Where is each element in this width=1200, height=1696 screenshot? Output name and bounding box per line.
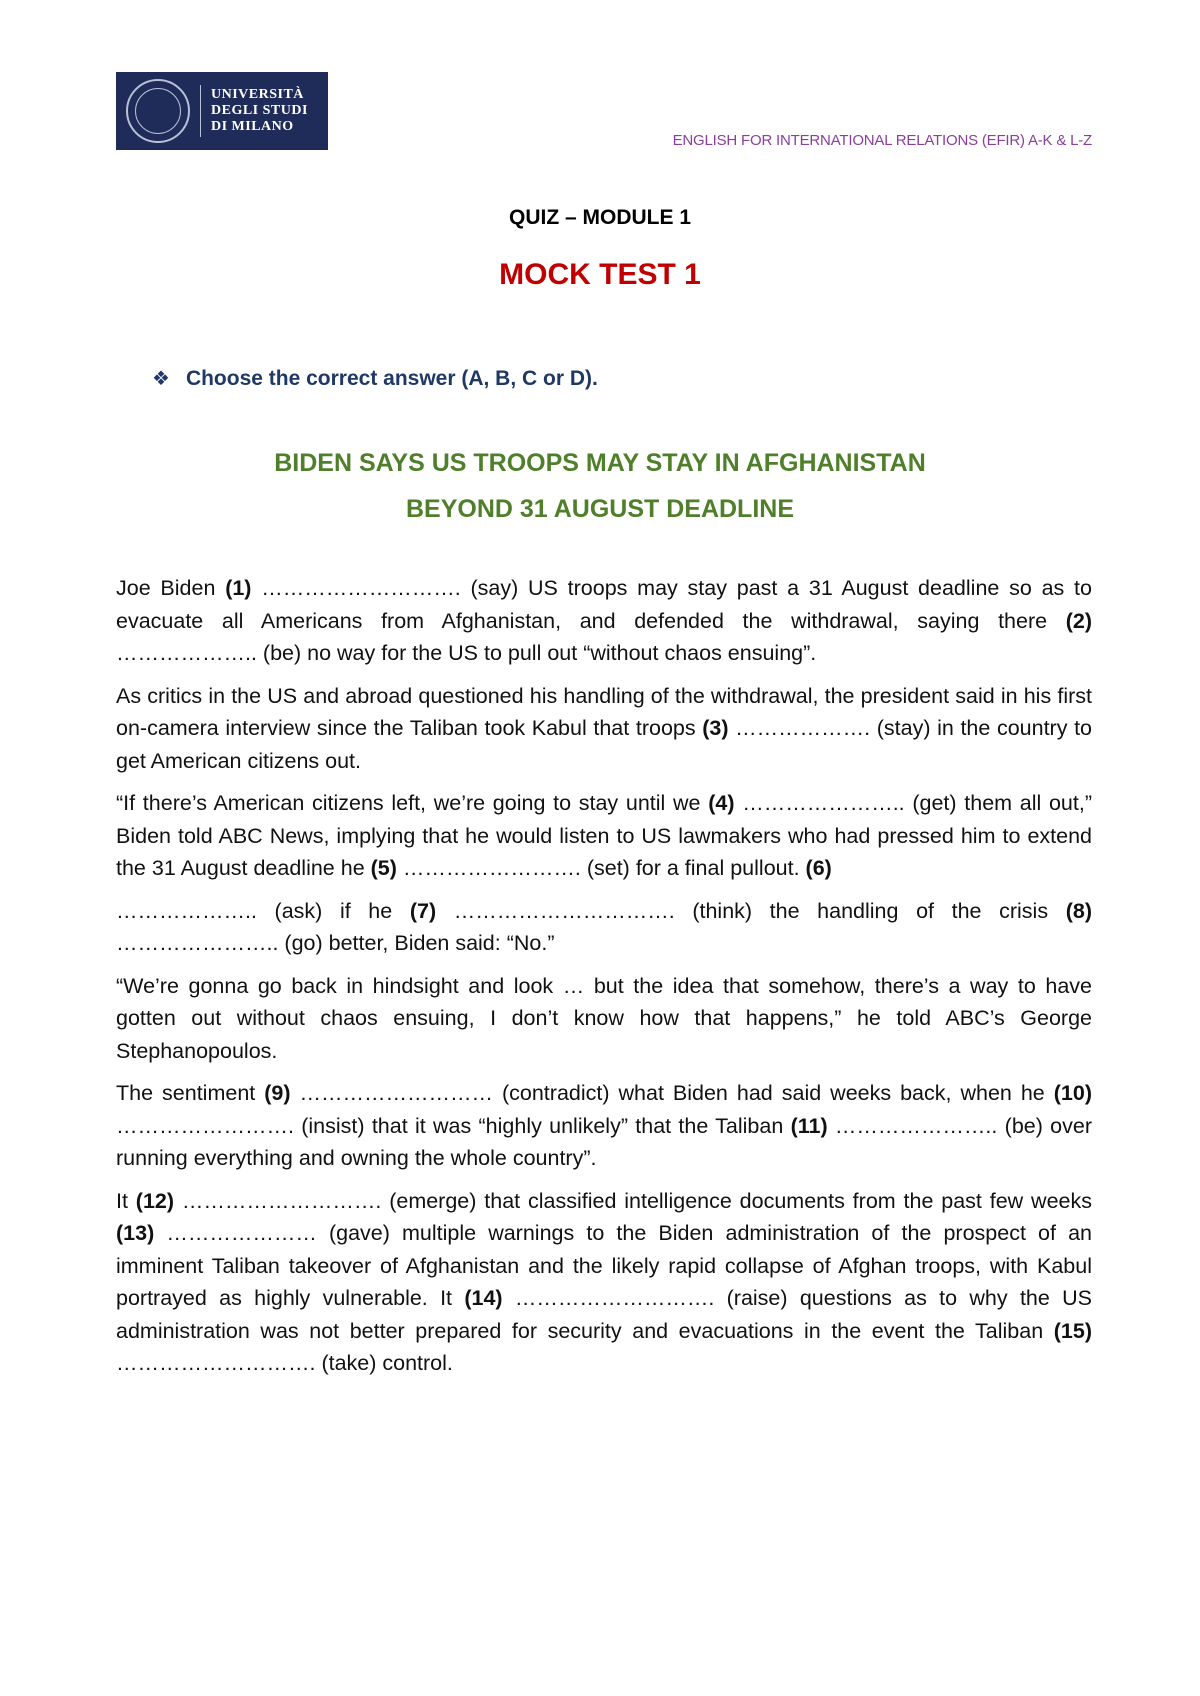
paragraph-text: ………………….. (be) over running everything and owning the whole country”. — [116, 1113, 1092, 1170]
article-paragraph — [116, 787, 1092, 885]
paragraph-text: ………………………. (emerge) that classified intelligence documents from the past few weeks — [174, 1188, 1092, 1213]
article-paragraph — [116, 895, 1092, 960]
article-paragraph — [116, 970, 1092, 1068]
mock-test-title: MOCK TEST 1 — [499, 258, 701, 291]
article-paragraph — [116, 572, 1092, 670]
university-logo — [116, 72, 328, 150]
paragraph-text: ………………. (stay) in the country to get American citizens out. — [116, 716, 1092, 773]
paragraph-text: As critics in the US and abroad questioned his handling of the withdrawal, the president said in his first on-camera interview since the Taliban took Kabul that troops — [116, 683, 1092, 740]
paragraph-text: ………………….. (go) better, Biden said: “No.” — [116, 931, 555, 955]
logo-line-1: UNIVERSITÀ — [211, 87, 304, 102]
paragraph-text: ………………………. (say) US troops may stay past a 31 August deadline so as to evacuate all Americans from Afghanistan, and defended the withdrawal, saying there — [116, 576, 1092, 633]
paragraph-text: Joe Biden — [116, 576, 226, 600]
paragraph-text: “We’re gonna go back in hindsight and look … but the idea that somehow, there’s a way to have gotten out without chaos ensuing, I don’t know how that happens,” he told ABC’s George Stephanopoulos. — [116, 973, 1092, 1063]
headline-line-1: BIDEN SAYS US TROOPS MAY STAY IN AFGHANISTAN — [274, 449, 926, 477]
quiz-label: QUIZ – MODULE 1 — [508, 206, 692, 229]
logo-divider — [200, 85, 201, 137]
paragraph-text: ………………….. (get) them all out,” Biden told ABC News, implying that he would listen to US lawmakers who had pressed him to extend the 31 August deadline he — [116, 791, 1092, 880]
blank-number: (1) — [225, 576, 252, 600]
paragraph-text: ……………………. (set) for a final pullout. — [396, 856, 806, 880]
paragraph-text: ……………………. (insist) that it was “highly unlikely” that the Taliban — [116, 1113, 791, 1138]
paragraph-text: ………………… (gave) multiple warnings to the Biden administration of the prospect of an imminent Taliban takeover of Afghanistan and the likely rapid collapse of Afghan troops, with Kabul portrayed as highly vulnerable. It — [116, 1221, 1092, 1310]
article-paragraph — [116, 680, 1092, 778]
blank-number: (9) — [264, 1081, 291, 1105]
blank-number: (11) — [790, 1113, 828, 1138]
article-paragraph — [116, 1077, 1092, 1175]
course-title: ENGLISH FOR INTERNATIONAL RELATIONS (EFIR) A-K & L-Z — [672, 132, 1092, 149]
article-headline — [0, 440, 1200, 532]
blank-number: (6) — [805, 856, 832, 880]
logo-line-2: DEGLI STUDI — [211, 103, 308, 118]
blank-number: (13) — [116, 1221, 155, 1245]
blank-number: (14) — [464, 1286, 503, 1310]
blank-number: (2) — [1065, 608, 1092, 633]
blank-number: (4) — [708, 791, 735, 815]
university-seal-icon — [126, 79, 190, 143]
instruction-text: Choose the correct answer (A, B, C or D). — [185, 366, 598, 390]
blank-number: (12) — [135, 1188, 175, 1213]
blank-number: (10) — [1053, 1081, 1092, 1105]
paragraph-text: ………………………. (take) control. — [116, 1351, 453, 1375]
paragraph-text: ……………….. (be) no way for the US to pull out “without chaos ensuing”. — [116, 641, 817, 665]
blank-number: (5) — [370, 856, 397, 880]
article-paragraph — [116, 1185, 1092, 1380]
paragraph-text: ……………….. (ask) if he — [116, 898, 410, 923]
headline-line-2: BEYOND 31 AUGUST DEADLINE — [405, 495, 794, 523]
blank-number: (15) — [1053, 1318, 1092, 1343]
paragraph-text: “If there’s American citizens left, we’re going to stay until we — [116, 791, 709, 815]
paragraph-text: ……………………… (contradict) what Biden had said weeks back, when he — [290, 1081, 1054, 1105]
paragraph-text: It — [116, 1188, 136, 1213]
blank-number: (3) — [702, 716, 729, 740]
blank-number: (8) — [1065, 898, 1092, 923]
paragraph-text: …………………………. (think) the handling of the crisis — [436, 898, 1066, 923]
logo-text — [211, 87, 308, 135]
instruction — [152, 366, 598, 391]
paragraph-text: ………………………. (raise) questions as to why the US administration was not better prepared for security and evacuations in the event the Taliban — [116, 1286, 1092, 1343]
blank-number: (7) — [409, 898, 437, 923]
diamond-bullet-icon: ❖ — [152, 368, 170, 390]
logo-line-3: DI MILANO — [211, 119, 294, 134]
paragraph-text: The sentiment — [116, 1081, 265, 1105]
article-body — [116, 572, 1092, 1390]
